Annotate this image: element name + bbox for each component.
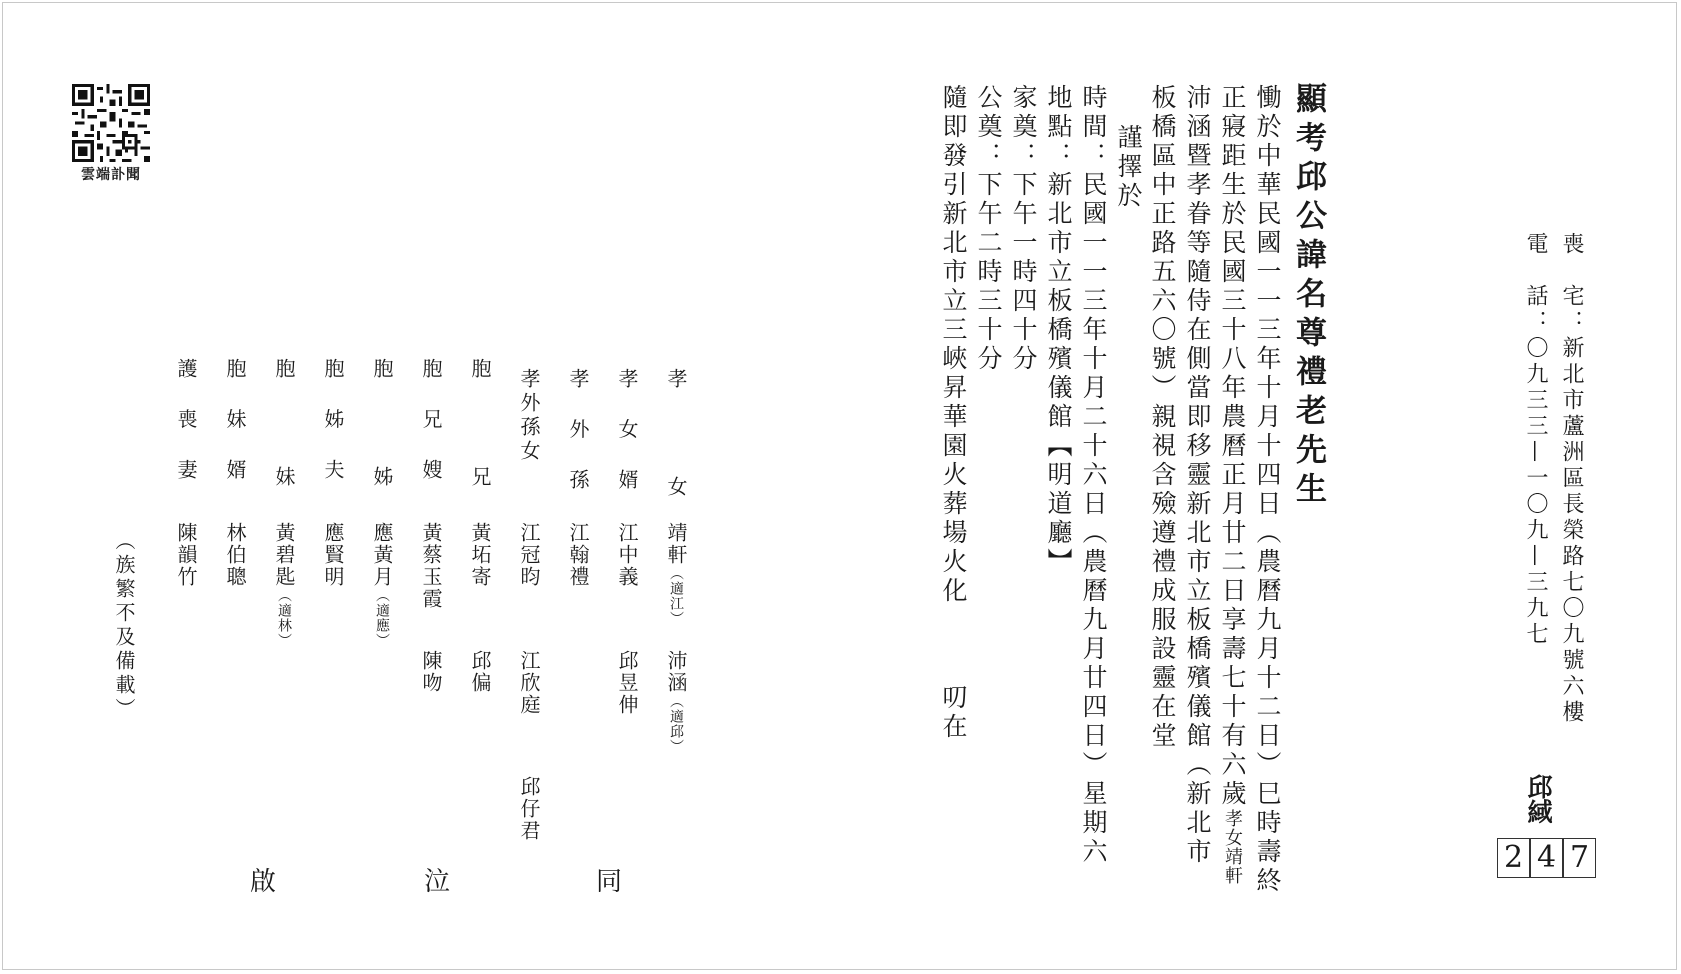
public-rites-time: 公奠：下午二時三十分 [974, 84, 1003, 374]
family-note: （族繁不及備載） [112, 530, 136, 722]
relation-label: 孝 女 [664, 368, 688, 512]
signatory-name: 邱偏 [468, 650, 492, 694]
signatory-name: 黃蔡玉霞 [419, 522, 443, 610]
signatory-name [368, 522, 397, 648]
card-border [2, 2, 1677, 970]
relation-label: 孝 女 婿 [615, 368, 639, 501]
cremation-notice: 隨即發引新北市立三峽昇華園火葬場火化 [939, 84, 968, 606]
notice-line-3: 沛涵暨孝眷等隨侍在側當即移靈新北市立板橋殯儀館（新北市 [1183, 84, 1212, 867]
signatory-name: 陳韻竹 [174, 522, 198, 588]
qr-label: 雲端訃聞 [81, 167, 141, 183]
footer-left: 啟 [250, 867, 277, 897]
name-note: （適應） [374, 588, 390, 648]
signatory-name: 邱仔君 [517, 776, 541, 842]
signatory-name: 陳吻 [419, 650, 443, 694]
relation-label: 胞 兄 嫂 [419, 358, 443, 491]
notice-line-2-main: 正寢距生於民國三十八年農曆正月廿二日享壽七十有六歲 [1218, 84, 1247, 809]
name-text: 應黃月 [370, 522, 394, 588]
phone-number: 電 話：〇九三三—一〇九—三九七 [1523, 232, 1548, 648]
family-rites-time: 家奠：下午一時四十分 [1009, 84, 1038, 374]
qr-code[interactable] [72, 84, 150, 162]
residence-address: 喪 宅：新北市蘆洲區長榮路七〇九號六樓 [1559, 232, 1584, 726]
closing-text: 叨在 [939, 684, 968, 742]
relation-label: 胞 妹 [272, 358, 296, 502]
signatory-name: 江中義 [615, 522, 639, 588]
relation-label: 護 喪 妻 [174, 358, 198, 491]
footer-right: 同 [596, 867, 623, 897]
name-text: 黃碧匙 [272, 522, 296, 588]
funeral-time: 時間：民國一一三年十月二十六日（農曆九月廿四日）星期六 [1079, 84, 1108, 867]
code-name-text: 邱緎 [1524, 774, 1553, 824]
signatory-name: 黃坧寄 [468, 522, 492, 588]
name-text: 沛涵 [664, 650, 688, 694]
code-name [1523, 774, 1553, 831]
signatory-name: 江欣庭 [517, 650, 541, 716]
relation-label: 孝外孫女 [517, 368, 541, 464]
notice-line-1: 慟於中華民國一一三年十月十四日（農曆九月十二日）巳時壽終 [1253, 84, 1282, 896]
footer-middle: 泣 [424, 867, 451, 897]
notice-title: 顯考邱公諱名尊禮老先生 [1290, 82, 1326, 511]
code-digit: 2 [1497, 838, 1530, 878]
notice-line-4: 板橋區中正路五六〇號）親視含殮遵禮成服設靈在堂 [1148, 84, 1177, 751]
signatory-name: 林伯聰 [223, 522, 247, 588]
signatory-name: 江翰禮 [566, 522, 590, 588]
signatory-name: 應賢明 [321, 522, 345, 588]
relation-label: 胞 兄 [468, 358, 492, 502]
relation-label: 孝 外 孫 [566, 368, 590, 501]
notice-line-2-small: 孝女靖軒 [1222, 809, 1243, 885]
name-note: （適邱） [668, 694, 684, 754]
signatory-name [662, 522, 691, 626]
name-text: 靖軒 [664, 522, 688, 566]
notice-line-5: 謹擇於 [1114, 124, 1143, 211]
signatory-name [662, 650, 691, 754]
relation-label: 胞 姊 [370, 358, 394, 502]
code-digits [1497, 838, 1596, 878]
code-digit: 4 [1530, 838, 1563, 878]
signatory-name: 江冠昀 [517, 522, 541, 588]
relation-label: 胞 姊 夫 [321, 358, 345, 491]
name-note: （適江） [668, 566, 684, 626]
code-digit: 7 [1563, 838, 1596, 878]
name-note: （適林） [276, 588, 292, 648]
relation-label: 胞 妹 婿 [223, 358, 247, 491]
notice-line-2 [1214, 84, 1250, 885]
signatory-name [270, 522, 299, 648]
signatory-name: 邱昱伸 [615, 650, 639, 716]
funeral-location: 地點：新北市立板橋殯儀館【明道廳】 [1044, 84, 1073, 577]
